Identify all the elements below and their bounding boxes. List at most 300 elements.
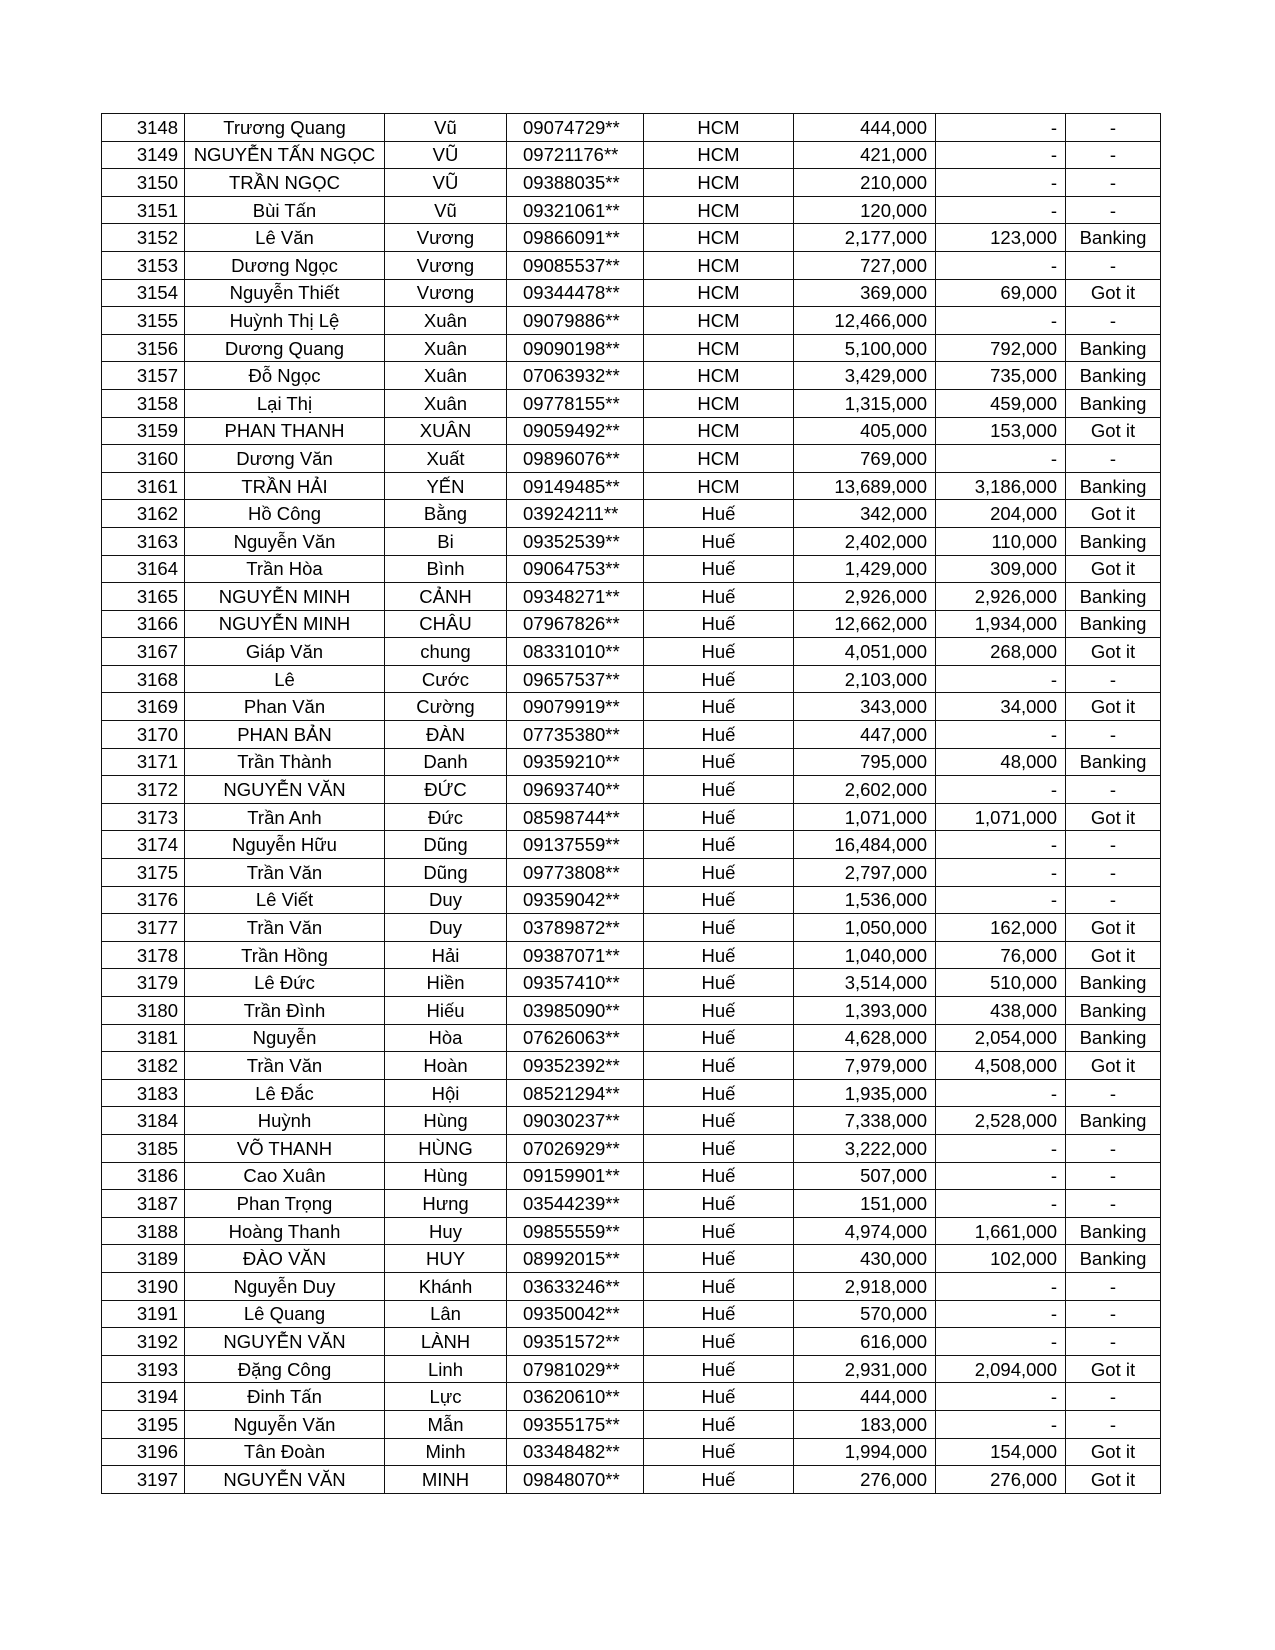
cell-phone-number: 09074729** [507,114,644,142]
cell-paid-amount: 735,000 [936,362,1066,390]
cell-amount: 276,000 [794,1466,936,1494]
cell-amount: 1,315,000 [794,389,936,417]
cell-payment-method: Got it [1066,417,1161,445]
cell-family-name: Trần Thành [185,748,385,776]
cell-phone-number: 07981029** [507,1355,644,1383]
cell-given-name: Mẫn [385,1410,507,1438]
cell-paid-amount: - [936,141,1066,169]
cell-row-number: 3156 [102,334,185,362]
cell-family-name: PHAN BẢN [185,721,385,749]
cell-row-number: 3154 [102,279,185,307]
cell-given-name: CẢNH [385,583,507,611]
cell-family-name: Giáp Văn [185,638,385,666]
cell-family-name: Nguyễn Thiết [185,279,385,307]
cell-paid-amount: - [936,1134,1066,1162]
cell-city: HCM [644,389,794,417]
cell-given-name: Danh [385,748,507,776]
cell-amount: 1,429,000 [794,555,936,583]
cell-phone-number: 09064753** [507,555,644,583]
cell-city: Huế [644,1355,794,1383]
cell-amount: 2,797,000 [794,859,936,887]
cell-payment-method: - [1066,886,1161,914]
cell-city: HCM [644,417,794,445]
cell-amount: 4,628,000 [794,1024,936,1052]
cell-phone-number: 09351572** [507,1328,644,1356]
cell-phone-number: 09344478** [507,279,644,307]
cell-amount: 343,000 [794,693,936,721]
table-row [102,417,1161,445]
cell-paid-amount: 2,054,000 [936,1024,1066,1052]
cell-paid-amount: 102,000 [936,1245,1066,1273]
cell-city: Huế [644,1438,794,1466]
cell-family-name: Hồ Công [185,500,385,528]
cell-phone-number: 09030237** [507,1107,644,1135]
cell-city: Huế [644,941,794,969]
cell-amount: 1,994,000 [794,1438,936,1466]
cell-family-name: Cao Xuân [185,1162,385,1190]
cell-given-name: Xuân [385,307,507,335]
cell-paid-amount: - [936,1272,1066,1300]
cell-city: Huế [644,1272,794,1300]
cell-amount: 12,662,000 [794,610,936,638]
cell-amount: 2,926,000 [794,583,936,611]
cell-city: Huế [644,693,794,721]
cell-amount: 507,000 [794,1162,936,1190]
cell-amount: 4,051,000 [794,638,936,666]
cell-phone-number: 09350042** [507,1300,644,1328]
cell-amount: 769,000 [794,445,936,473]
cell-city: HCM [644,141,794,169]
cell-family-name: Trần Hòa [185,555,385,583]
cell-payment-method: Banking [1066,389,1161,417]
cell-family-name: NGUYỄN VĂN [185,1328,385,1356]
cell-payment-method: Banking [1066,1245,1161,1273]
cell-payment-method: Got it [1066,1438,1161,1466]
cell-payment-method: Banking [1066,997,1161,1025]
table-row [102,1410,1161,1438]
cell-row-number: 3175 [102,859,185,887]
table-row [102,1107,1161,1135]
cell-row-number: 3170 [102,721,185,749]
cell-given-name: CHÂU [385,610,507,638]
cell-given-name: YẾN [385,472,507,500]
cell-payment-method: Got it [1066,1355,1161,1383]
cell-row-number: 3178 [102,941,185,969]
cell-family-name: Đặng Công [185,1355,385,1383]
cell-payment-method: Banking [1066,527,1161,555]
table-row [102,1438,1161,1466]
cell-city: Huế [644,1245,794,1273]
cell-row-number: 3180 [102,997,185,1025]
cell-given-name: Xuân [385,362,507,390]
cell-city: Huế [644,886,794,914]
cell-phone-number: 03620610** [507,1383,644,1411]
cell-payment-method: - [1066,445,1161,473]
cell-phone-number: 09866091** [507,224,644,252]
cell-given-name: Minh [385,1438,507,1466]
cell-family-name: Nguyễn Duy [185,1272,385,1300]
cell-payment-method: - [1066,1134,1161,1162]
cell-paid-amount: - [936,1300,1066,1328]
cell-row-number: 3197 [102,1466,185,1494]
cell-amount: 1,393,000 [794,997,936,1025]
cell-row-number: 3165 [102,583,185,611]
cell-payment-method: Banking [1066,1217,1161,1245]
cell-payment-method: - [1066,776,1161,804]
cell-payment-method: Banking [1066,969,1161,997]
cell-row-number: 3166 [102,610,185,638]
cell-given-name: Hiếu [385,997,507,1025]
cell-amount: 447,000 [794,721,936,749]
cell-city: Huế [644,1300,794,1328]
cell-payment-method: Got it [1066,941,1161,969]
cell-row-number: 3183 [102,1079,185,1107]
cell-family-name: NGUYỄN MINH [185,583,385,611]
cell-amount: 616,000 [794,1328,936,1356]
cell-amount: 120,000 [794,196,936,224]
cell-amount: 405,000 [794,417,936,445]
cell-given-name: XUÂN [385,417,507,445]
cell-city: Huế [644,555,794,583]
cell-paid-amount: - [936,776,1066,804]
cell-paid-amount: 276,000 [936,1466,1066,1494]
cell-given-name: Khánh [385,1272,507,1300]
cell-paid-amount: 459,000 [936,389,1066,417]
table-row [102,224,1161,252]
table-row [102,362,1161,390]
cell-given-name: Hùng [385,1162,507,1190]
cell-family-name: TRẦN HẢI [185,472,385,500]
cell-row-number: 3186 [102,1162,185,1190]
cell-payment-method: Got it [1066,693,1161,721]
cell-payment-method: - [1066,1328,1161,1356]
cell-row-number: 3184 [102,1107,185,1135]
cell-paid-amount: - [936,1328,1066,1356]
cell-phone-number: 09159901** [507,1162,644,1190]
cell-family-name: Huỳnh Thị Lệ [185,307,385,335]
table-row [102,307,1161,335]
table-row [102,1300,1161,1328]
cell-row-number: 3181 [102,1024,185,1052]
cell-phone-number: 09059492** [507,417,644,445]
cell-paid-amount: - [936,859,1066,887]
cell-paid-amount: 1,071,000 [936,803,1066,831]
cell-payment-method: Banking [1066,224,1161,252]
cell-paid-amount: 792,000 [936,334,1066,362]
cell-phone-number: 09085537** [507,251,644,279]
cell-amount: 570,000 [794,1300,936,1328]
cell-given-name: Xuân [385,389,507,417]
data-table [101,113,1161,1494]
cell-amount: 421,000 [794,141,936,169]
cell-paid-amount: 3,186,000 [936,472,1066,500]
cell-phone-number: 09778155** [507,389,644,417]
cell-paid-amount: - [936,251,1066,279]
cell-phone-number: 09848070** [507,1466,644,1494]
cell-payment-method: - [1066,665,1161,693]
cell-row-number: 3151 [102,196,185,224]
cell-paid-amount: 1,661,000 [936,1217,1066,1245]
cell-row-number: 3193 [102,1355,185,1383]
cell-given-name: ĐÀN [385,721,507,749]
cell-city: Huế [644,638,794,666]
cell-city: HCM [644,169,794,197]
cell-city: Huế [644,748,794,776]
table-row [102,693,1161,721]
cell-family-name: NGUYỄN VĂN [185,776,385,804]
cell-payment-method: - [1066,1079,1161,1107]
cell-payment-method: - [1066,251,1161,279]
cell-family-name: Trần Đình [185,997,385,1025]
cell-phone-number: 08992015** [507,1245,644,1273]
cell-city: HCM [644,307,794,335]
cell-row-number: 3148 [102,114,185,142]
cell-family-name: Nguyễn Văn [185,527,385,555]
cell-payment-method: - [1066,114,1161,142]
cell-row-number: 3192 [102,1328,185,1356]
cell-paid-amount: 510,000 [936,969,1066,997]
cell-phone-number: 09348271** [507,583,644,611]
cell-given-name: Bằng [385,500,507,528]
cell-phone-number: 08331010** [507,638,644,666]
cell-amount: 151,000 [794,1190,936,1218]
table-row [102,941,1161,969]
cell-row-number: 3171 [102,748,185,776]
cell-city: HCM [644,251,794,279]
cell-row-number: 3188 [102,1217,185,1245]
cell-amount: 4,974,000 [794,1217,936,1245]
cell-amount: 210,000 [794,169,936,197]
cell-phone-number: 03924211** [507,500,644,528]
cell-phone-number: 09079919** [507,693,644,721]
cell-given-name: Dũng [385,859,507,887]
cell-amount: 2,602,000 [794,776,936,804]
cell-amount: 183,000 [794,1410,936,1438]
cell-phone-number: 07063932** [507,362,644,390]
cell-amount: 2,931,000 [794,1355,936,1383]
cell-row-number: 3163 [102,527,185,555]
cell-amount: 2,918,000 [794,1272,936,1300]
cell-given-name: Bi [385,527,507,555]
table-row [102,914,1161,942]
cell-amount: 444,000 [794,1383,936,1411]
cell-paid-amount: 154,000 [936,1438,1066,1466]
cell-amount: 727,000 [794,251,936,279]
cell-paid-amount: - [936,831,1066,859]
cell-phone-number: 09773808** [507,859,644,887]
cell-phone-number: 09896076** [507,445,644,473]
cell-paid-amount: - [936,721,1066,749]
cell-given-name: Duy [385,914,507,942]
table-row [102,748,1161,776]
cell-row-number: 3157 [102,362,185,390]
cell-payment-method: Got it [1066,555,1161,583]
table-row [102,803,1161,831]
table-row [102,1190,1161,1218]
table-row [102,251,1161,279]
table-row [102,445,1161,473]
cell-city: Huế [644,969,794,997]
cell-payment-method: Got it [1066,1466,1161,1494]
table-row [102,665,1161,693]
table-row [102,721,1161,749]
cell-payment-method: Got it [1066,914,1161,942]
cell-amount: 3,222,000 [794,1134,936,1162]
cell-row-number: 3179 [102,969,185,997]
table-row [102,169,1161,197]
cell-amount: 369,000 [794,279,936,307]
cell-payment-method: - [1066,169,1161,197]
cell-phone-number: 09355175** [507,1410,644,1438]
cell-payment-method: - [1066,1190,1161,1218]
cell-city: HCM [644,224,794,252]
cell-phone-number: 09079886** [507,307,644,335]
cell-city: Huế [644,527,794,555]
cell-amount: 1,071,000 [794,803,936,831]
table-row [102,141,1161,169]
cell-phone-number: 03985090** [507,997,644,1025]
table-row [102,500,1161,528]
cell-phone-number: 03544239** [507,1190,644,1218]
cell-city: Huế [644,831,794,859]
cell-row-number: 3153 [102,251,185,279]
table-row [102,1134,1161,1162]
cell-amount: 2,177,000 [794,224,936,252]
cell-paid-amount: - [936,886,1066,914]
table-row [102,279,1161,307]
cell-given-name: Vương [385,251,507,279]
cell-given-name: chung [385,638,507,666]
table-row [102,638,1161,666]
table-row [102,527,1161,555]
table-row [102,831,1161,859]
table-row [102,196,1161,224]
cell-given-name: Hải [385,941,507,969]
cell-family-name: Nguyễn Hữu [185,831,385,859]
cell-payment-method: Banking [1066,583,1161,611]
cell-phone-number: 09388035** [507,169,644,197]
cell-family-name: NGUYỄN TẤN NGỌC [185,141,385,169]
cell-phone-number: 09387071** [507,941,644,969]
cell-row-number: 3167 [102,638,185,666]
cell-city: Huế [644,1328,794,1356]
cell-amount: 2,402,000 [794,527,936,555]
cell-payment-method: Banking [1066,748,1161,776]
cell-family-name: Dương Quang [185,334,385,362]
cell-given-name: Lân [385,1300,507,1328]
cell-city: HCM [644,196,794,224]
table-row [102,389,1161,417]
cell-paid-amount: 1,934,000 [936,610,1066,638]
cell-phone-number: 09321061** [507,196,644,224]
cell-family-name: Trần Anh [185,803,385,831]
cell-amount: 795,000 [794,748,936,776]
cell-city: Huế [644,1134,794,1162]
cell-amount: 1,040,000 [794,941,936,969]
cell-family-name: Phan Văn [185,693,385,721]
cell-payment-method: - [1066,859,1161,887]
cell-city: Huế [644,610,794,638]
cell-phone-number: 08521294** [507,1079,644,1107]
cell-city: Huế [644,914,794,942]
cell-family-name: Lê Viết [185,886,385,914]
cell-city: Huế [644,1052,794,1080]
cell-payment-method: - [1066,1162,1161,1190]
cell-city: HCM [644,362,794,390]
cell-amount: 5,100,000 [794,334,936,362]
table-row [102,555,1161,583]
cell-payment-method: Banking [1066,334,1161,362]
cell-phone-number: 03789872** [507,914,644,942]
cell-row-number: 3159 [102,417,185,445]
cell-paid-amount: - [936,1383,1066,1411]
cell-phone-number: 09357410** [507,969,644,997]
cell-given-name: Lực [385,1383,507,1411]
cell-city: Huế [644,1410,794,1438]
table-row [102,583,1161,611]
cell-family-name: Dương Ngọc [185,251,385,279]
cell-phone-number: 03348482** [507,1438,644,1466]
cell-paid-amount: - [936,169,1066,197]
cell-row-number: 3172 [102,776,185,804]
cell-city: Huế [644,665,794,693]
cell-row-number: 3182 [102,1052,185,1080]
cell-phone-number: 07967826** [507,610,644,638]
table-row [102,1024,1161,1052]
cell-city: HCM [644,472,794,500]
cell-given-name: Dũng [385,831,507,859]
cell-family-name: Bùi Tấn [185,196,385,224]
cell-family-name: NGUYỄN MINH [185,610,385,638]
cell-row-number: 3174 [102,831,185,859]
table-row [102,1383,1161,1411]
cell-phone-number: 08598744** [507,803,644,831]
cell-given-name: HUY [385,1245,507,1273]
cell-given-name: Hùng [385,1107,507,1135]
cell-amount: 444,000 [794,114,936,142]
cell-payment-method: - [1066,196,1161,224]
cell-paid-amount: - [936,445,1066,473]
cell-amount: 13,689,000 [794,472,936,500]
cell-given-name: Hội [385,1079,507,1107]
cell-payment-method: - [1066,1383,1161,1411]
cell-payment-method: Banking [1066,1107,1161,1135]
cell-row-number: 3160 [102,445,185,473]
cell-amount: 430,000 [794,1245,936,1273]
cell-payment-method: Banking [1066,472,1161,500]
cell-phone-number: 09352392** [507,1052,644,1080]
cell-city: Huế [644,776,794,804]
cell-family-name: Lê Đắc [185,1079,385,1107]
cell-family-name: Trần Văn [185,1052,385,1080]
cell-phone-number: 07735380** [507,721,644,749]
cell-family-name: Dương Văn [185,445,385,473]
cell-paid-amount: - [936,114,1066,142]
cell-family-name: PHAN THANH [185,417,385,445]
cell-phone-number: 09359210** [507,748,644,776]
cell-paid-amount: 204,000 [936,500,1066,528]
cell-payment-method: Got it [1066,1052,1161,1080]
cell-paid-amount: 2,528,000 [936,1107,1066,1135]
cell-given-name: Huy [385,1217,507,1245]
cell-city: Huế [644,1079,794,1107]
cell-city: Huế [644,1466,794,1494]
cell-city: Huế [644,1024,794,1052]
cell-row-number: 3152 [102,224,185,252]
cell-paid-amount: 76,000 [936,941,1066,969]
cell-payment-method: Banking [1066,362,1161,390]
cell-paid-amount: 4,508,000 [936,1052,1066,1080]
